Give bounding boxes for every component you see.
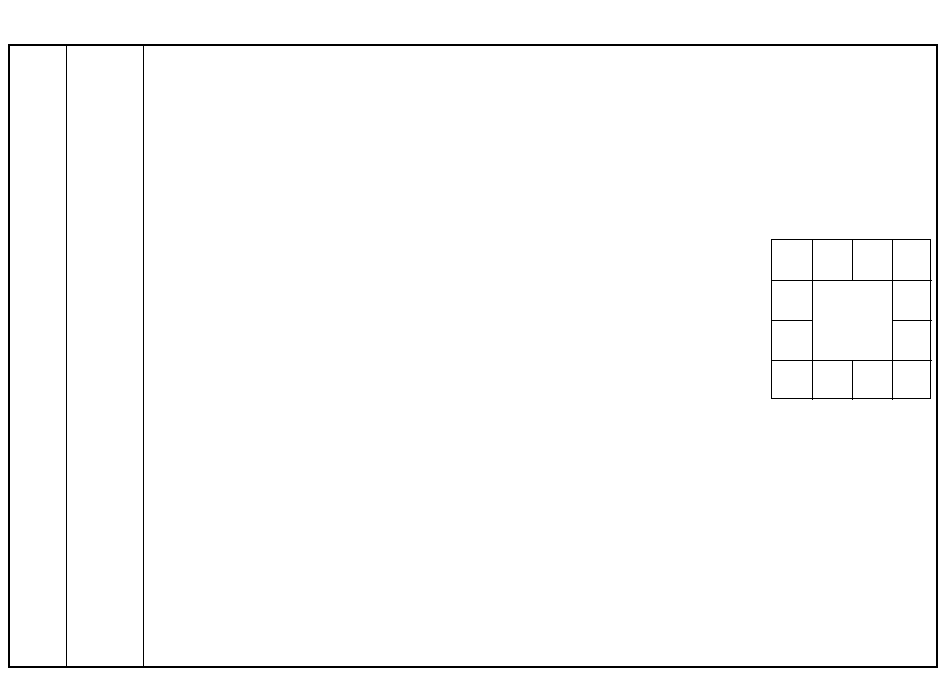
side-month-label <box>74 464 94 564</box>
planet-chart <box>771 239 931 399</box>
column-divider <box>143 46 144 666</box>
calendar-table <box>8 44 938 668</box>
column-divider <box>66 46 67 666</box>
